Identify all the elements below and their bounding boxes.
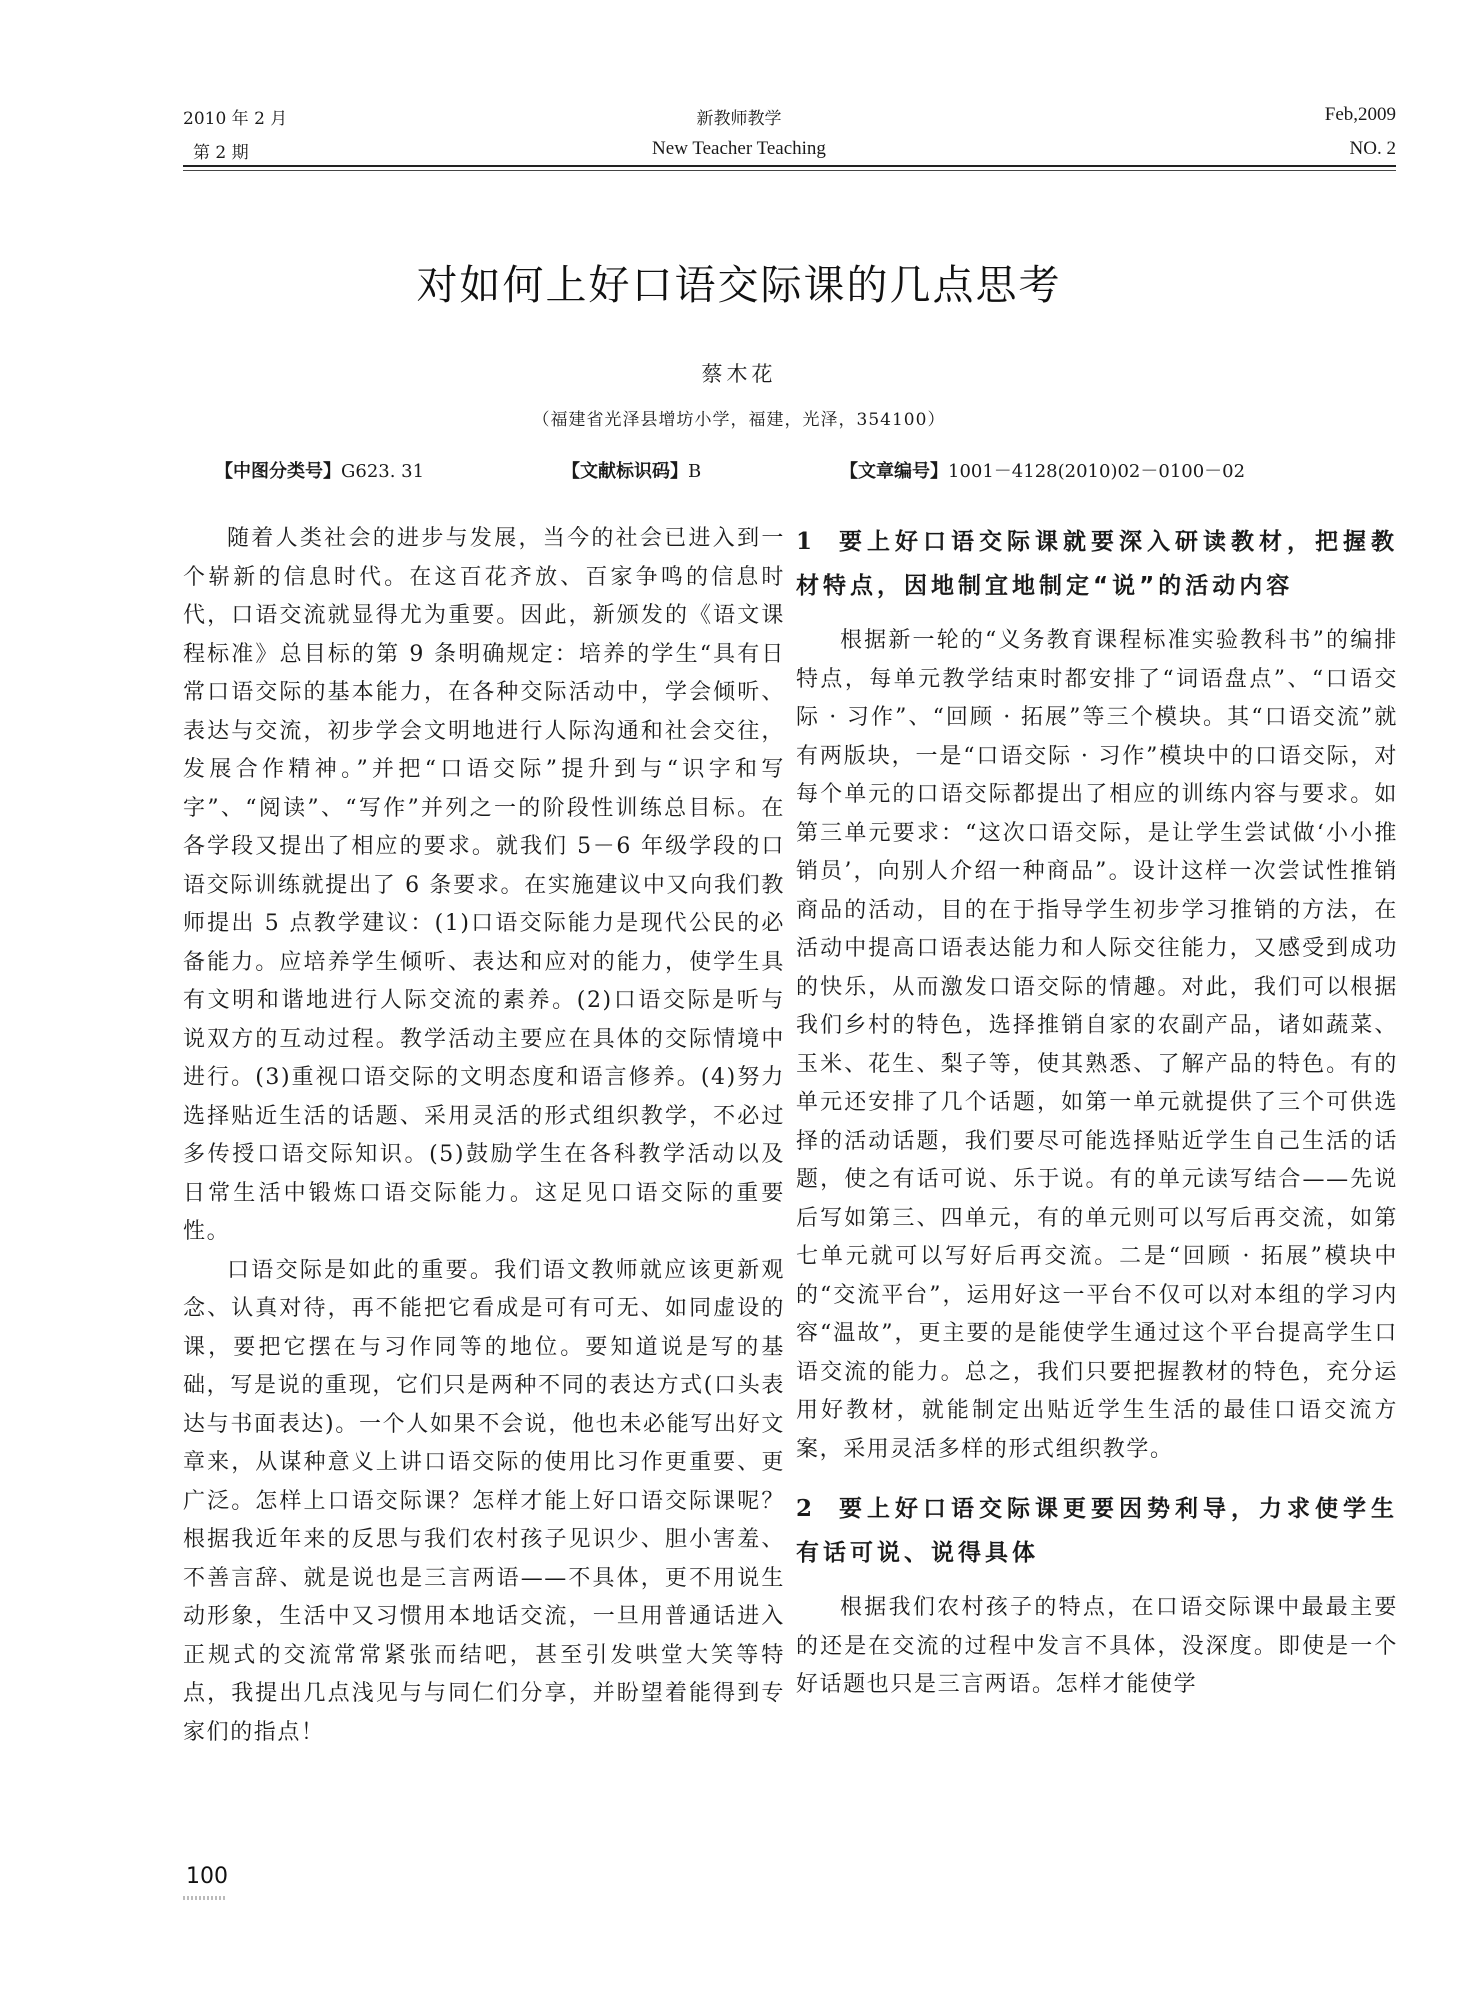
header-issue-en: NO. 2 xyxy=(1349,138,1396,159)
article-affiliation: （福建省光泽县增坊小学，福建，光泽，354100） xyxy=(532,410,946,430)
header-journal-en: New Teacher Teaching xyxy=(652,138,826,159)
meta-doc-code xyxy=(562,457,701,483)
body-paragraph: 口语交际是如此的重要。我们语文教师就应该更新观念、认真对待，再不能把它看成是可有可无、如同虚设的课，要把它摆在与习作同等的地位。要知道说是写的基础，写是说的重现，它们只是两种不同的表达方式(口头表达与书面表达)。一个人如果不会说，他也未必能写出好文章来，从谋种意义上讲口语交际的使用比习作更重要、更广泛。怎样上口语交际课？怎样才能上好口语交际课呢？根据我近年来的反思与我们农村孩子见识少、胆小害羞、不善言辞、就是说也是三言两语——不具体，更不用说生动形象，生活中又习惯用本地话交流，一旦用普通话进入正规式的交流常常紧张而结吧，甚至引发哄堂大笑等特点，我提出几点浅见与与同仁们分享，并盼望着能得到专家们的指点！ xyxy=(183,1257,785,1745)
section-heading-text: 要上好口语交际课就要深入研读教材，把握教材特点，因地制宜地制定“说”的活动内容 xyxy=(796,529,1398,599)
meta-article-no xyxy=(840,457,1245,483)
body-paragraph: 随着人类社会的进步与发展，当今的社会已进入到一个崭新的信息时代。在这百花齐放、百家争鸣的信息时代，口语交流就显得尤为重要。因此，新颁发的《语文课程标准》总目标的第 9 条明确规定：培养的学生“具有日常口语交际的基本能力，在各种交际活动中，学会倾听、表达与交流，初步学会文明地进行人际沟通和社会交往，发展合作精神。”并把“口语交际”提升到与“识字和写字”、“阅读”、“写作”并列之一的阶段性训练总目标。在各学段又提出了相应的要求。就我们 5－6 年级学段的口语交际训练就提出了 6 条要求。在实施建议中又向我们教师提出 5 点教学建议：(1)口语交际能力是现代公民的必备能力。应培养学生倾听、表达和应对的能力，使学生具有文明和谐地进行人际交流的素养。(2)口语交际是听与说双方的互动过程。教学活动主要应在具体的交际情境中进行。(3)重视口语交际的文明态度和语言修养。(4)努力选择贴近生活的话题、采用灵活的形式组织教学，不必过多传授口语交际知识。(5)鼓励学生在各科教学活动以及日常生活中锻炼口语交际能力。这足见口语交际的重要性。 xyxy=(183,526,785,1244)
right-column xyxy=(796,520,1398,1705)
meta-clc-label: 【中图分类号】 xyxy=(215,461,341,482)
section-heading-text: 要上好口语交际课更要因势利导，力求使学生有话可说、说得具体 xyxy=(796,1496,1398,1566)
header-rule-thick xyxy=(183,165,1396,167)
section-number: 2 xyxy=(796,1495,817,1522)
section-heading-2 xyxy=(796,1487,1398,1575)
header-journal-cn: 新教师教学 xyxy=(696,109,782,129)
scan-artifact-mark xyxy=(183,1896,225,1900)
page-number: 100 xyxy=(186,1864,228,1889)
header-rule-thin xyxy=(183,170,1396,171)
header-date-en: Feb,2009 xyxy=(1324,104,1396,125)
section-heading-1 xyxy=(796,520,1398,608)
article-title: 对如何上好口语交际课的几点思考 xyxy=(416,261,1062,309)
meta-clc xyxy=(215,457,424,483)
meta-article-no-label: 【文章编号】 xyxy=(840,461,948,482)
header-date-cn: 2010 年 2 月 xyxy=(183,109,288,129)
meta-clc-value: G623. 31 xyxy=(341,461,425,482)
left-column xyxy=(183,520,785,1752)
header-issue-cn: 第 2 期 xyxy=(193,143,249,163)
body-paragraph: 根据我们农村孩子的特点，在口语交际课中最最主要的还是在交流的过程中发言不具体，没深度。即使是一个好话题也只是三言两语。怎样才能使学 xyxy=(796,1595,1398,1697)
meta-doc-code-label: 【文献标识码】 xyxy=(562,461,688,482)
article-author: 蔡木花 xyxy=(701,362,777,386)
meta-doc-code-value: B xyxy=(688,461,702,482)
meta-article-no-value: 1001－4128(2010)02－0100－02 xyxy=(948,461,1246,482)
section-number: 1 xyxy=(796,528,817,555)
body-paragraph: 根据新一轮的“义务教育课程标准实验教科书”的编排特点，每单元教学结束时都安排了“词语盘点”、“口语交际 · 习作”、“回顾 · 拓展”等三个模块。其“口语交流”就有两版块，一是“口语交际 · 习作”模块中的口语交际，对每个单元的口语交际都提出了相应的训练内容与要求。如第三单元要求：“这次口语交际，是让学生尝试做‘小小推销员’，向别人介绍一种商品”。设计这样一次尝试性推销商品的活动，目的在于指导学生初步学习推销的方法，在活动中提高口语表达能力和人际交往能力，又感受到成功的快乐，从而激发口语交际的情趣。对此，我们可以根据我们乡村的特色，选择推销自家的农副产品，诸如蔬菜、玉米、花生、梨子等，使其熟悉、了解产品的特色。有的单元还安排了几个话题，如第一单元就提供了三个可供选择的活动话题，我们要尽可能选择贴近学生自己生活的话题，使之有话可说、乐于说。有的单元读写结合——先说后写如第三、四单元，有的单元则可以写后再交流，如第七单元就可以写好后再交流。二是“回顾 · 拓展”模块中的“交流平台”，运用好这一平台不仅可以对本组的学习内容“温故”，更主要的是能使学生通过这个平台提高学生口语交流的能力。总之，我们只要把握教材的特色，充分运用好教材，就能制定出贴近学生生活的最佳口语交流方案，采用灵活多样的形式组织教学。 xyxy=(796,628,1398,1462)
